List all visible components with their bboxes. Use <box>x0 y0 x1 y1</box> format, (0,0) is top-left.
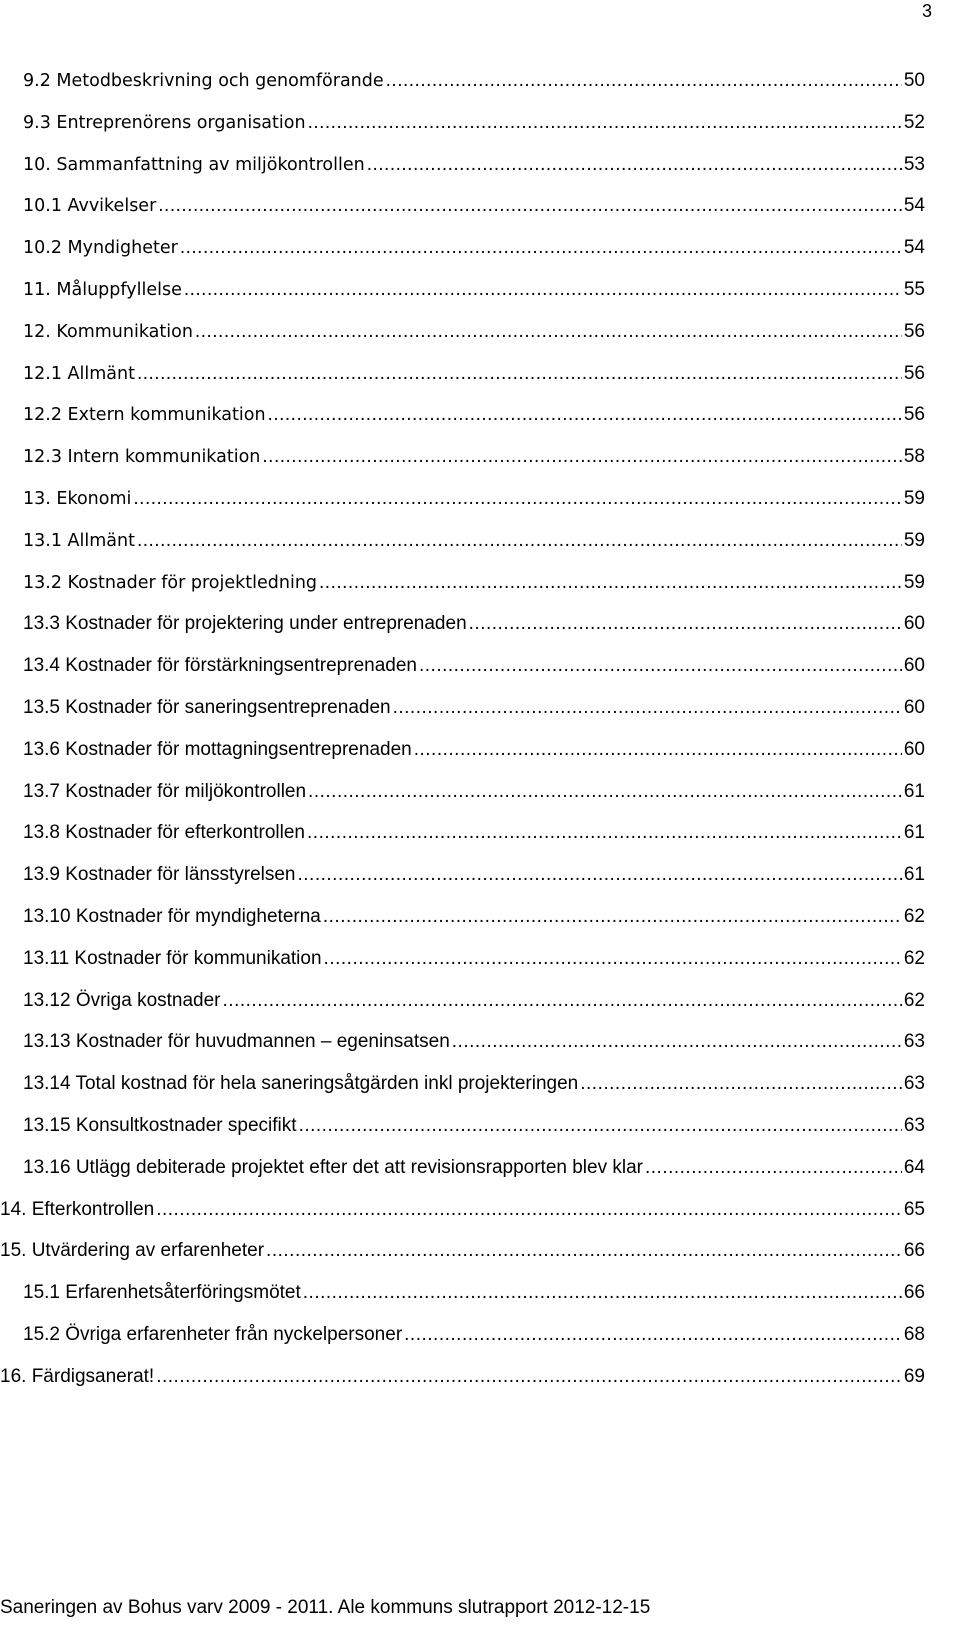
toc-entry-page: 54 <box>903 237 925 259</box>
toc-entry-title: 13.3 Kostnader för projektering under entreprenaden <box>23 613 467 635</box>
toc-entry[interactable] <box>0 1276 925 1318</box>
toc-entry-page: 62 <box>903 905 925 927</box>
toc-entry-title: 9.2 Metodbeskrivning och genomförande <box>23 71 384 91</box>
toc-dot-leader <box>223 984 902 1018</box>
toc-entry-title: 13.4 Kostnader för förstärkningsentreprenaden <box>23 655 417 677</box>
toc-dot-leader <box>137 524 902 558</box>
toc-dot-leader <box>319 566 902 600</box>
toc-dot-leader <box>137 357 902 391</box>
toc-entry-page: 60 <box>903 738 925 760</box>
toc-entry-page: 61 <box>903 780 925 802</box>
toc-entry-title: 15. Utvärdering av erfarenheter <box>0 1240 265 1262</box>
toc-entry[interactable] <box>0 607 925 649</box>
toc-entry-page: 59 <box>903 571 925 593</box>
toc-dot-leader <box>195 315 902 349</box>
toc-entry-title: 13.16 Utlägg debiterade projektet efter det att revisionsrapporten blev klar <box>23 1156 643 1178</box>
toc-entry-title: 13. Ekonomi <box>23 488 132 509</box>
toc-entry-page: 65 <box>903 1198 925 1220</box>
toc-entry-title: 13.7 Kostnader för miljökontrollen <box>23 780 307 802</box>
toc-dot-leader <box>580 1067 902 1101</box>
toc-dot-leader <box>323 900 902 934</box>
toc-entry-page: 59 <box>903 487 925 509</box>
toc-entry-page: 54 <box>903 195 925 217</box>
toc-entry-title: 12.1 Allmänt <box>23 363 135 384</box>
toc-entry[interactable] <box>0 858 925 900</box>
toc-entry-title: 16. Färdigsanerat! <box>0 1365 155 1387</box>
toc-dot-leader <box>299 1109 902 1143</box>
toc-entry[interactable] <box>0 315 925 357</box>
toc-entry-title: 13.11 Kostnader för kommunikation <box>23 947 322 969</box>
toc-entry-title: 13.5 Kostnader för saneringsentreprenaden <box>23 696 391 718</box>
toc-dot-leader <box>156 1360 902 1394</box>
toc-entry-title: 13.6 Kostnader för mottagningsentreprenaden <box>23 738 412 760</box>
toc-dot-leader <box>266 1234 902 1268</box>
toc-entry-title: 11. Måluppfyllelse <box>23 279 182 300</box>
page-footer: Saneringen av Bohus varv 2009 - 2011. Ale kommuns slutrapport 2012-12-15 <box>0 1597 651 1618</box>
toc-entry[interactable] <box>0 440 925 482</box>
toc-entry-title: 12. Kommunikation <box>23 321 193 342</box>
toc-entry[interactable] <box>0 1109 925 1151</box>
toc-entry-page: 61 <box>903 864 925 886</box>
toc-dot-leader <box>324 942 902 976</box>
toc-entry[interactable] <box>0 733 925 775</box>
toc-entry-page: 62 <box>903 989 925 1011</box>
toc-entry-title: 13.2 Kostnader för projektledning <box>23 572 318 593</box>
toc-dot-leader <box>419 649 902 683</box>
toc-entry-title: 13.1 Allmänt <box>23 530 135 551</box>
toc-entry[interactable] <box>0 1360 925 1402</box>
toc-dot-leader <box>184 273 902 307</box>
toc-entry-title: 15.2 Övriga erfarenheter från nyckelpersoner <box>23 1323 403 1345</box>
toc-dot-leader <box>180 231 902 265</box>
toc-entry-page: 50 <box>903 70 925 91</box>
toc-dot-leader <box>393 691 902 725</box>
toc-entry-page: 61 <box>903 822 925 844</box>
toc-entry[interactable] <box>0 273 925 315</box>
toc-entry-page: 58 <box>903 446 925 468</box>
toc-entry-page: 60 <box>903 696 925 718</box>
toc-entry[interactable] <box>0 1318 925 1360</box>
toc-entry[interactable] <box>0 566 925 608</box>
toc-entry-title: 13.12 Övriga kostnader <box>23 989 221 1011</box>
toc-entry[interactable] <box>0 900 925 942</box>
toc-entry[interactable] <box>0 1151 925 1193</box>
toc-dot-leader <box>367 148 902 182</box>
toc-dot-leader <box>308 106 902 140</box>
toc-entry-page: 69 <box>903 1365 925 1387</box>
toc-entry-page: 59 <box>903 529 925 551</box>
toc-dot-leader <box>452 1025 902 1059</box>
toc-entry[interactable] <box>0 816 925 858</box>
toc-entry[interactable] <box>0 231 925 273</box>
toc-dot-leader <box>645 1151 902 1185</box>
toc-dot-leader <box>386 64 902 98</box>
toc-dot-leader <box>469 607 902 641</box>
toc-entry[interactable] <box>0 482 925 524</box>
toc-entry-page: 68 <box>903 1323 925 1345</box>
toc-entry-page: 63 <box>903 1031 925 1053</box>
toc-entry-title: 12.2 Extern kommunikation <box>23 405 266 426</box>
toc-entry-page: 56 <box>903 404 925 426</box>
toc-entry[interactable] <box>0 1193 925 1235</box>
toc-entry[interactable] <box>0 984 925 1026</box>
toc-entry-title: 13.9 Kostnader för länsstyrelsen <box>23 864 296 886</box>
toc-dot-leader <box>308 775 902 809</box>
toc-entry[interactable] <box>0 1025 925 1067</box>
toc-entry[interactable] <box>0 1234 925 1276</box>
toc-entry-title: 13.8 Kostnader för efterkontrollen <box>23 822 306 844</box>
toc-dot-leader <box>268 398 902 432</box>
toc-entry[interactable] <box>0 398 925 440</box>
toc-entry[interactable] <box>0 357 925 399</box>
toc-entry-page: 64 <box>903 1156 925 1178</box>
toc-entry-title: 13.14 Total kostnad för hela saneringsåtgärden inkl projekteringen <box>23 1073 579 1095</box>
toc-dot-leader <box>414 733 902 767</box>
toc-entry-page: 60 <box>903 655 925 677</box>
toc-entry-title: 10.1 Avvikelser <box>23 196 157 217</box>
toc-entry-title: 10. Sammanfattning av miljökontrollen <box>23 154 365 175</box>
toc-entry-page: 56 <box>903 320 925 342</box>
toc-entry[interactable] <box>0 148 925 190</box>
toc-entry[interactable] <box>0 64 925 106</box>
toc-entry-title: 13.15 Konsultkostnader specifikt <box>23 1114 297 1136</box>
toc-entry[interactable] <box>0 524 925 566</box>
toc-entry-title: 13.10 Kostnader för myndigheterna <box>23 905 321 927</box>
toc-dot-leader <box>262 440 901 474</box>
toc-entry[interactable] <box>0 1067 925 1109</box>
toc-entry-page: 55 <box>903 278 925 300</box>
toc-entry-title: 10.2 Myndigheter <box>23 238 178 259</box>
table-of-contents <box>0 64 925 1402</box>
toc-entry-title: 9.3 Entreprenörens organisation <box>23 112 306 133</box>
toc-entry[interactable] <box>0 106 925 148</box>
toc-dot-leader <box>158 189 902 223</box>
toc-entry-page: 63 <box>903 1073 925 1095</box>
toc-entry-page: 66 <box>903 1282 925 1304</box>
toc-dot-leader <box>307 816 902 850</box>
toc-entry-page: 60 <box>903 613 925 635</box>
toc-dot-leader <box>303 1276 902 1310</box>
toc-dot-leader <box>133 482 901 516</box>
toc-entry-title: 12.3 Intern kommunikation <box>23 447 261 468</box>
toc-entry-title: 15.1 Erfarenhetsåterföringsmötet <box>23 1282 301 1304</box>
toc-entry-page: 53 <box>903 153 925 175</box>
toc-dot-leader <box>298 858 902 892</box>
toc-entry-page: 56 <box>903 362 925 384</box>
toc-entry-page: 63 <box>903 1114 925 1136</box>
page-number: 3 <box>921 1 932 21</box>
toc-entry-title: 14. Efterkontrollen <box>0 1198 155 1220</box>
toc-dot-leader <box>156 1193 902 1227</box>
toc-entry-page: 62 <box>903 947 925 969</box>
toc-entry-page: 52 <box>903 111 925 133</box>
toc-entry[interactable] <box>0 691 925 733</box>
toc-entry[interactable] <box>0 189 925 231</box>
toc-entry[interactable] <box>0 649 925 691</box>
toc-dot-leader <box>404 1318 902 1352</box>
toc-entry[interactable] <box>0 775 925 817</box>
toc-entry-title: 13.13 Kostnader för huvudmannen – egeninsatsen <box>23 1031 450 1053</box>
toc-entry[interactable] <box>0 942 925 984</box>
toc-entry-page: 66 <box>903 1240 925 1262</box>
